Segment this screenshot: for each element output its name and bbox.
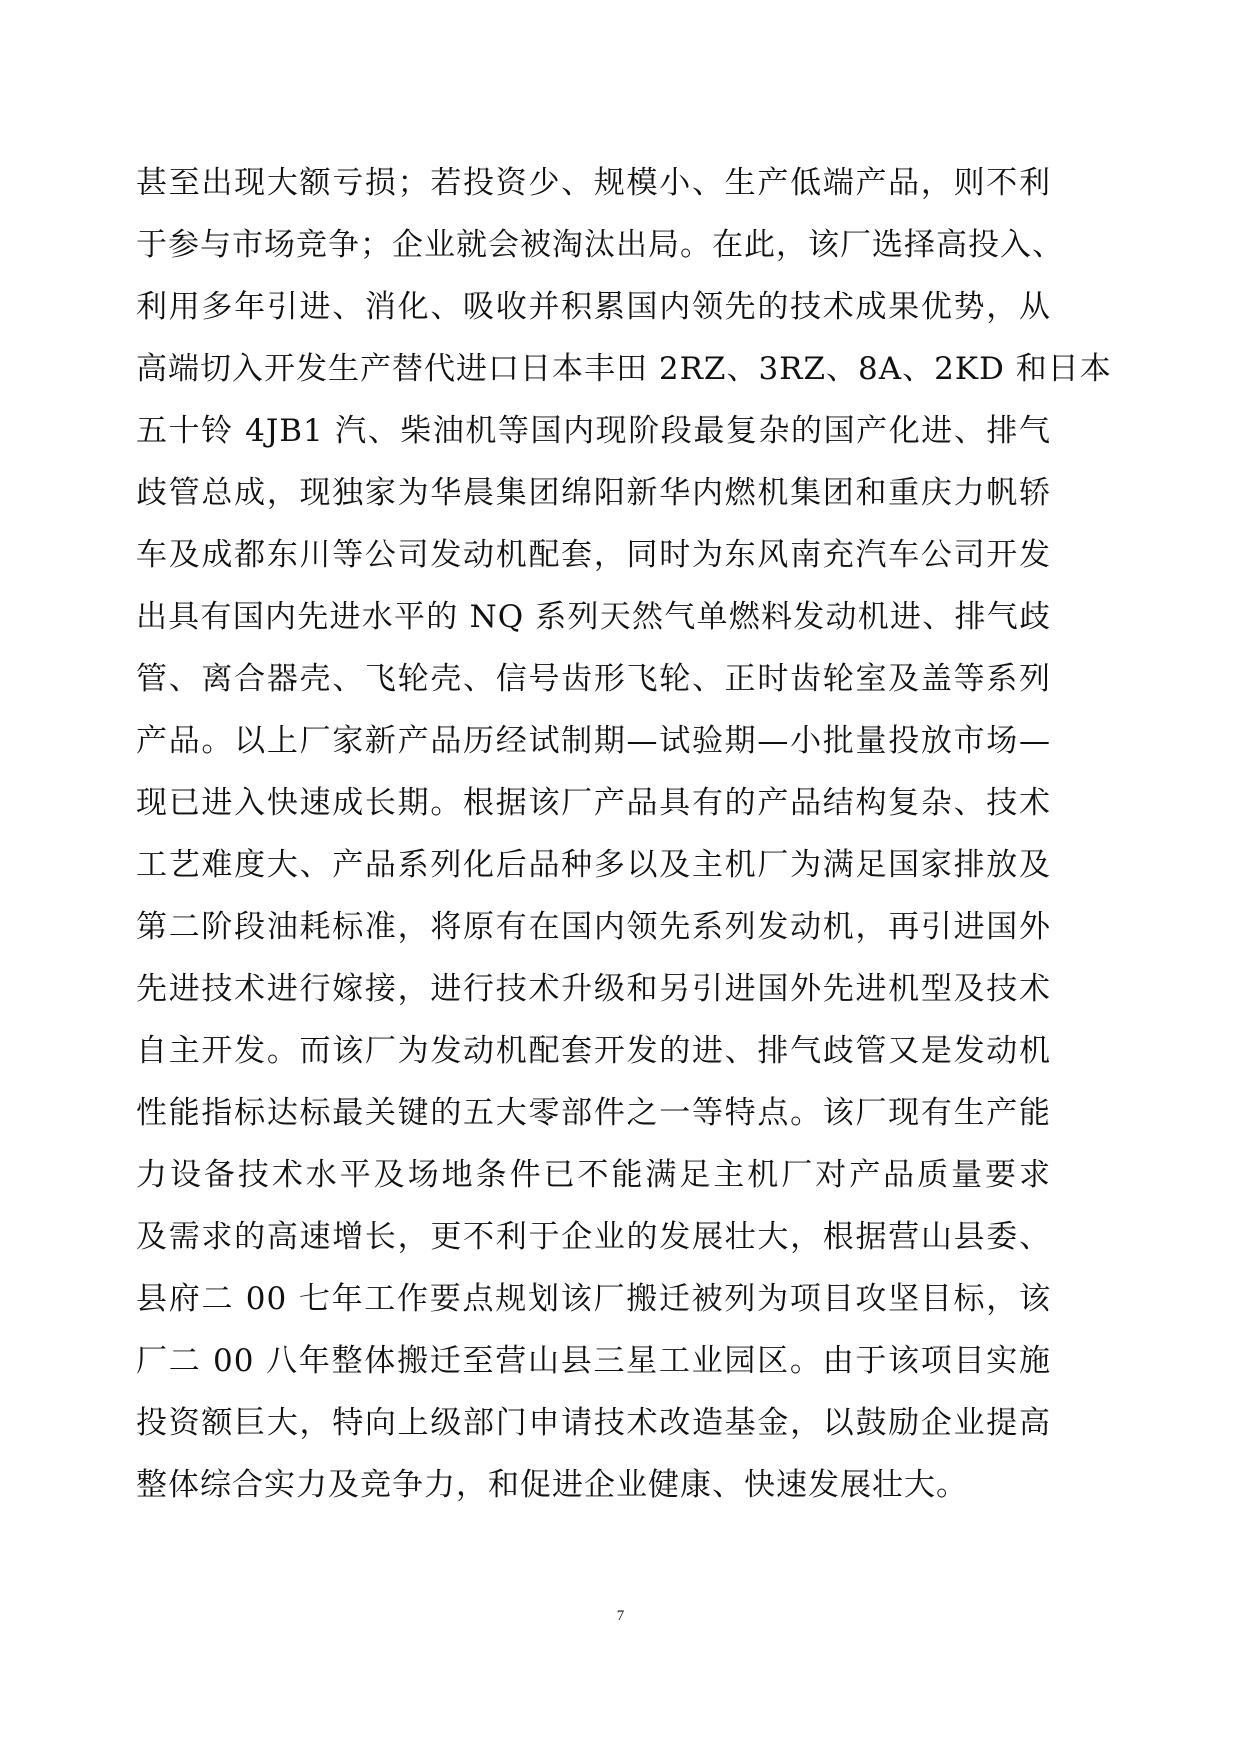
text-line: 利用多年引进、消化、吸收并积累国内领先的技术成果优势，从 [136,289,1051,325]
text-line: 出具有国内先进水平的 NQ 系列天然气单燃料发动机进、排气歧 [136,599,1051,635]
text-line: 县府二 00 七年工作要点规划该厂搬迁被列为项目攻坚目标，该 [136,1281,1051,1317]
text-line: 高端切入开发生产替代进口日本丰田 2RZ、3RZ、8A、2KD 和日本 [136,351,1112,387]
text-line: 现已进入快速成长期。根据该厂产品具有的产品结构复杂、技术 [136,785,1051,821]
text-line: 性能指标达标最关键的五大零部件之一等特点。该厂现有生产能 [136,1095,1051,1131]
text-line: 整体综合实力及竞争力，和促进企业健康、快速发展壮大。 [136,1467,968,1503]
text-line: 厂二 00 八年整体搬迁至营山县三星工业园区。由于该项目实施 [136,1343,1051,1379]
text-line: 于参与市场竞争；企业就会被淘汰出局。在此，该厂选择高投入、 [136,227,1064,263]
text-line: 工艺难度大、产品系列化后品种多以及主机厂为满足国家排放及 [136,847,1051,883]
text-line: 力设备技术水平及场地条件已不能满足主机厂对产品质量要求 [136,1157,1051,1193]
text-line: 车及成都东川等公司发动机配套，同时为东风南充汽车公司开发 [136,537,1051,573]
body-text [136,152,1112,1516]
text-line: 第二阶段油耗标准，将原有在国内领先系列发动机，再引进国外 [136,909,1051,945]
text-line: 先进技术进行嫁接，进行技术升级和另引进国外先进机型及技术 [136,971,1051,1007]
text-line: 投资额巨大，特向上级部门申请技术改造基金，以鼓励企业提高 [136,1405,1051,1441]
text-line: 及需求的高速增长，更不利于企业的发展壮大，根据营山县委、 [136,1219,1051,1255]
text-line: 产品。以上厂家新产品历经试制期—试验期—小批量投放市场— [136,723,1051,759]
text-line: 自主开发。而该厂为发动机配套开发的进、排气歧管又是发动机 [136,1033,1051,1069]
text-line: 甚至出现大额亏损；若投资少、规模小、生产低端产品，则不利 [136,165,1051,201]
text-line: 歧管总成，现独家为华晨集团绵阳新华内燃机集团和重庆力帆轿 [136,475,1051,511]
text-line: 管、离合器壳、飞轮壳、信号齿形飞轮、正时齿轮室及盖等系列 [136,661,1051,697]
page-number: 7 [616,1608,625,1624]
text-line: 五十铃 4JB1 汽、柴油机等国内现阶段最复杂的国产化进、排气 [136,413,1051,449]
